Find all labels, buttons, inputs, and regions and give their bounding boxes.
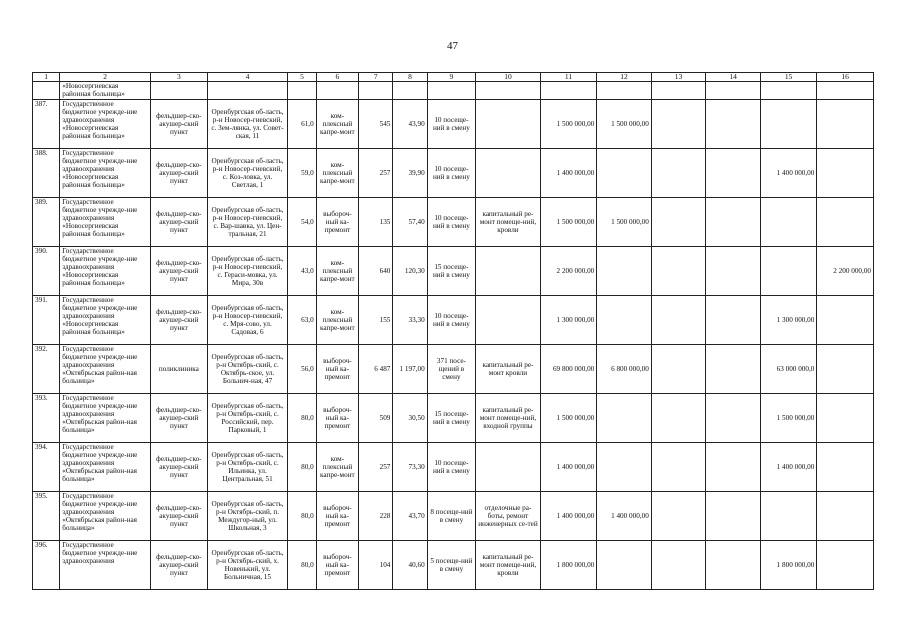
column-header: 7 <box>359 73 393 82</box>
amount-col-14 <box>706 394 761 443</box>
total-amount: 2 200 000,00 <box>540 247 597 296</box>
amount-col-16: 2 200 000,00 <box>817 247 874 296</box>
institution-name: Государственное бюджетное учрежде-ние здравоохранения «Новосергиевская районная больница» <box>60 198 151 247</box>
amount-col-13 <box>651 541 706 590</box>
amount-col-16 <box>817 443 874 492</box>
cost-value: 39,90 <box>393 149 427 198</box>
amount-col-12 <box>597 443 652 492</box>
column-header: 10 <box>476 73 541 82</box>
volume-value: 509 <box>359 394 393 443</box>
column-header: 5 <box>288 73 316 82</box>
amount-col-15 <box>760 492 817 541</box>
amount-col-14 <box>706 100 761 149</box>
area-value: 54,0 <box>288 198 316 247</box>
cost-value: 43,70 <box>393 492 427 541</box>
total-amount: 1 500 000,00 <box>540 394 597 443</box>
capacity-value: 5 посеще-ний в смену <box>427 541 475 590</box>
total-amount: 1 400 000,00 <box>540 492 597 541</box>
row-number: 396. <box>33 541 60 590</box>
area-value: 80,0 <box>288 541 316 590</box>
volume-value: 228 <box>359 492 393 541</box>
column-header: 1 <box>33 73 60 82</box>
work-description <box>476 247 541 296</box>
row-number: 393. <box>33 394 60 443</box>
work-type: выбороч-ный ка-премонт <box>316 198 358 247</box>
column-header: 12 <box>597 73 652 82</box>
work-type: выбороч-ный ка-премонт <box>316 394 358 443</box>
capacity-value: 10 посеще-ний в смену <box>427 443 475 492</box>
amount-col-13 <box>651 198 706 247</box>
facility-address: Оренбургская об-ласть, р-н Октябрь-ский, х. Новенький, ул. Больничная, 15 <box>207 541 288 590</box>
facility-address: Оренбургская об-ласть, р-н Октябрь-ский, с. Ильинка, ул. Центральная, 51 <box>207 443 288 492</box>
facility-type: фельдшер-ско-акушер-ский пункт <box>151 296 208 345</box>
cost-value: 30,50 <box>393 394 427 443</box>
work-description: капитальный ре-монт помеще-ний, кровли <box>476 541 541 590</box>
amount-col-14 <box>706 149 761 198</box>
area-value: 56,0 <box>288 345 316 394</box>
amount-col-16 <box>817 492 874 541</box>
column-header: 6 <box>316 73 358 82</box>
amount-col-12: 1 500 000,00 <box>597 198 652 247</box>
capacity-value: 371 посе-щений в смену <box>427 345 475 394</box>
column-header: 9 <box>427 73 475 82</box>
institution-name: Государственное бюджетное учрежде-ние здравоохранения <box>60 541 151 590</box>
amount-col-15: 1 800 000,00 <box>760 541 817 590</box>
amount-col-14 <box>706 247 761 296</box>
institution-name: Государственное бюджетное учрежде-ние здравоохранения «Новосергиевская районная больница» <box>60 149 151 198</box>
column-header: 8 <box>393 73 427 82</box>
table-row <box>33 541 874 590</box>
amount-col-14 <box>706 296 761 345</box>
institution-name: Государственное бюджетное учрежде-ние здравоохранения «Октябрьская район-ная больница» <box>60 492 151 541</box>
column-header: 14 <box>706 73 761 82</box>
table-row <box>33 443 874 492</box>
table-row <box>33 394 874 443</box>
row-number: 389. <box>33 198 60 247</box>
amount-col-13 <box>651 345 706 394</box>
work-description: капитальный ре-монт помеще-ний, входной группы <box>476 394 541 443</box>
amount-col-15: 1 400 000,00 <box>760 443 817 492</box>
amount-col-15 <box>760 198 817 247</box>
capacity-value: 15 посеще-ний в смену <box>427 394 475 443</box>
facility-address: Оренбургская об-ласть, р-н Октябрь-ский, с. Российский, пер. Парковый, 1 <box>207 394 288 443</box>
amount-col-12 <box>597 296 652 345</box>
amount-col-15 <box>760 247 817 296</box>
facility-address: Оренбургская об-ласть, р-н Новосер-гиевский, с. Гераси-мовка, ул. Мира, 30в <box>207 247 288 296</box>
facility-address: Оренбургская об-ласть, р-н Новосер-гиевский, с. Коз-ловка, ул. Светлая, 1 <box>207 149 288 198</box>
amount-col-16 <box>817 149 874 198</box>
amount-col-15: 63 000 000,0 <box>760 345 817 394</box>
amount-col-16 <box>817 345 874 394</box>
work-type: ком-плексный капре-монт <box>316 247 358 296</box>
volume-value: 104 <box>359 541 393 590</box>
volume-value: 155 <box>359 296 393 345</box>
facility-type: фельдшер-ско-акушер-ский пункт <box>151 541 208 590</box>
row-number: 394. <box>33 443 60 492</box>
amount-col-13 <box>651 100 706 149</box>
cost-value: 57,40 <box>393 198 427 247</box>
total-amount: 1 500 000,00 <box>540 100 597 149</box>
total-amount: 1 800 000,00 <box>540 541 597 590</box>
institution-name: Государственное бюджетное учрежде-ние здравоохранения «Новосергиевская районная больница» <box>60 100 151 149</box>
work-type: выбороч-ный ка-премонт <box>316 345 358 394</box>
continuation-row <box>33 82 874 100</box>
amount-col-13 <box>651 149 706 198</box>
amount-col-12: 6 800 000,00 <box>597 345 652 394</box>
amount-col-13 <box>651 492 706 541</box>
facility-address: Оренбургская об-ласть, р-н Новосер-гиевский, с. Зем-лянка, ул. Совет-ская, 11 <box>207 100 288 149</box>
column-header: 11 <box>540 73 597 82</box>
area-value: 43,0 <box>288 247 316 296</box>
facility-type: фельдшер-ско-акушер-ский пункт <box>151 394 208 443</box>
work-type: ком-плексный капре-монт <box>316 149 358 198</box>
continuation-name: «Новосергиевская районная больница» <box>60 82 151 100</box>
amount-col-12: 1 400 000,00 <box>597 492 652 541</box>
page-number: 47 <box>447 40 458 52</box>
table-row <box>33 247 874 296</box>
facility-type: фельдшер-ско-акушер-ский пункт <box>151 100 208 149</box>
work-description <box>476 443 541 492</box>
capacity-value: 10 посеще-ний в смену <box>427 149 475 198</box>
total-amount: 1 400 000,00 <box>540 149 597 198</box>
area-value: 80,0 <box>288 492 316 541</box>
amount-col-12 <box>597 394 652 443</box>
table-row <box>33 100 874 149</box>
amount-col-15: 1 300 000,00 <box>760 296 817 345</box>
institution-name: Государственное бюджетное учрежде-ние здравоохранения «Новосергиевская районная больница» <box>60 247 151 296</box>
area-value: 80,0 <box>288 443 316 492</box>
work-description <box>476 296 541 345</box>
amount-col-12 <box>597 149 652 198</box>
area-value: 63,0 <box>288 296 316 345</box>
work-description <box>476 100 541 149</box>
volume-value: 6 487 <box>359 345 393 394</box>
amount-col-14 <box>706 492 761 541</box>
cost-value: 120,30 <box>393 247 427 296</box>
facility-address: Оренбургская об-ласть, р-н Новосер-гиевский, с. Вар-шавка, ул. Цен-тральная, 21 <box>207 198 288 247</box>
column-header: 4 <box>207 73 288 82</box>
work-type: выбороч-ный ка-премонт <box>316 492 358 541</box>
table-row <box>33 345 874 394</box>
facility-type: фельдшер-ско-акушер-ский пункт <box>151 492 208 541</box>
work-type: выбороч-ный ка-премонт <box>316 541 358 590</box>
facility-address: Оренбургская об-ласть, р-н Новосер-гиевский, с. Мря-сово, ул. Садовая, 6 <box>207 296 288 345</box>
volume-value: 640 <box>359 247 393 296</box>
facility-type: фельдшер-ско-акушер-ский пункт <box>151 247 208 296</box>
amount-col-12 <box>597 541 652 590</box>
work-description <box>476 149 541 198</box>
work-type: ком-плексный капре-монт <box>316 100 358 149</box>
amount-col-14 <box>706 198 761 247</box>
column-header: 3 <box>151 73 208 82</box>
table-row <box>33 492 874 541</box>
area-value: 61,0 <box>288 100 316 149</box>
amount-col-14 <box>706 345 761 394</box>
row-number: 388. <box>33 149 60 198</box>
column-header: 2 <box>60 73 151 82</box>
facility-type: поликлиника <box>151 345 208 394</box>
row-number: 392. <box>33 345 60 394</box>
column-header: 13 <box>651 73 706 82</box>
capacity-value: 15 посеще-ний в смену <box>427 247 475 296</box>
total-amount: 1 500 000,00 <box>540 198 597 247</box>
amount-col-13 <box>651 247 706 296</box>
amount-col-16 <box>817 296 874 345</box>
amount-col-12 <box>597 247 652 296</box>
institution-name: Государственное бюджетное учрежде-ние здравоохранения «Октябрьская район-ная больница» <box>60 345 151 394</box>
capacity-value: 8 посеще-ний в смену <box>427 492 475 541</box>
row-number: 390. <box>33 247 60 296</box>
column-number-row <box>33 73 874 82</box>
total-amount: 1 300 000,00 <box>540 296 597 345</box>
capacity-value: 10 посеще-ний в смену <box>427 100 475 149</box>
institution-name: Государственное бюджетное учрежде-ние здравоохранения «Октябрьская район-ная больница» <box>60 394 151 443</box>
capacity-value: 10 посеще-ний в смену <box>427 296 475 345</box>
row-number: 395. <box>33 492 60 541</box>
amount-col-15: 1 500 000,00 <box>760 394 817 443</box>
total-amount: 1 400 000,00 <box>540 443 597 492</box>
row-number: 387. <box>33 100 60 149</box>
amount-col-16 <box>817 198 874 247</box>
area-value: 59,0 <box>288 149 316 198</box>
volume-value: 135 <box>359 198 393 247</box>
amount-col-15 <box>760 100 817 149</box>
cost-value: 40,60 <box>393 541 427 590</box>
volume-value: 257 <box>359 443 393 492</box>
total-amount: 69 800 000,00 <box>540 345 597 394</box>
amount-col-16 <box>817 541 874 590</box>
row-number: 391. <box>33 296 60 345</box>
volume-value: 257 <box>359 149 393 198</box>
column-header: 15 <box>760 73 817 82</box>
amount-col-13 <box>651 296 706 345</box>
institution-name: Государственное бюджетное учрежде-ние здравоохранения «Октябрьская район-ная больница» <box>60 443 151 492</box>
amount-col-14 <box>706 541 761 590</box>
work-type: ком-плексный капре-монт <box>316 296 358 345</box>
work-description: капитальный ре-монт кровли <box>476 345 541 394</box>
table-row <box>33 198 874 247</box>
facility-address: Оренбургская об-ласть, р-н Октябрь-ский, п. Междугор-ный, ул. Школьная, 3 <box>207 492 288 541</box>
cost-value: 73,30 <box>393 443 427 492</box>
amount-col-16 <box>817 100 874 149</box>
work-description: капитальный ре-монт помеще-ний, кровли <box>476 198 541 247</box>
work-type: ком-плексный капре-монт <box>316 443 358 492</box>
institution-name: Государственное бюджетное учрежде-ние здравоохранения «Новосергиевская районная больница» <box>60 296 151 345</box>
area-value: 80,0 <box>288 394 316 443</box>
column-header: 16 <box>817 73 874 82</box>
table-row <box>33 149 874 198</box>
amount-col-14 <box>706 443 761 492</box>
facility-repair-table <box>32 72 874 590</box>
amount-col-16 <box>817 394 874 443</box>
cost-value: 1 197,00 <box>393 345 427 394</box>
capacity-value: 10 посеще-ний в смену <box>427 198 475 247</box>
volume-value: 545 <box>359 100 393 149</box>
amount-col-12: 1 500 000,00 <box>597 100 652 149</box>
facility-type: фельдшер-ско-акушер-ский пункт <box>151 149 208 198</box>
amount-col-13 <box>651 394 706 443</box>
work-description: отделочные ра-боты, ремонт инженерных се-тей <box>476 492 541 541</box>
table-row <box>33 296 874 345</box>
facility-address: Оренбургская об-ласть, р-н Октябрь-ский, с. Октябрь-ское, ул. Больнич-ная, 47 <box>207 345 288 394</box>
facility-type: фельдшер-ско-акушер-ский пункт <box>151 198 208 247</box>
cost-value: 43,90 <box>393 100 427 149</box>
amount-col-15: 1 400 000,00 <box>760 149 817 198</box>
facility-type: фельдшер-ско-акушер-ский пункт <box>151 443 208 492</box>
amount-col-13 <box>651 443 706 492</box>
cost-value: 33,30 <box>393 296 427 345</box>
